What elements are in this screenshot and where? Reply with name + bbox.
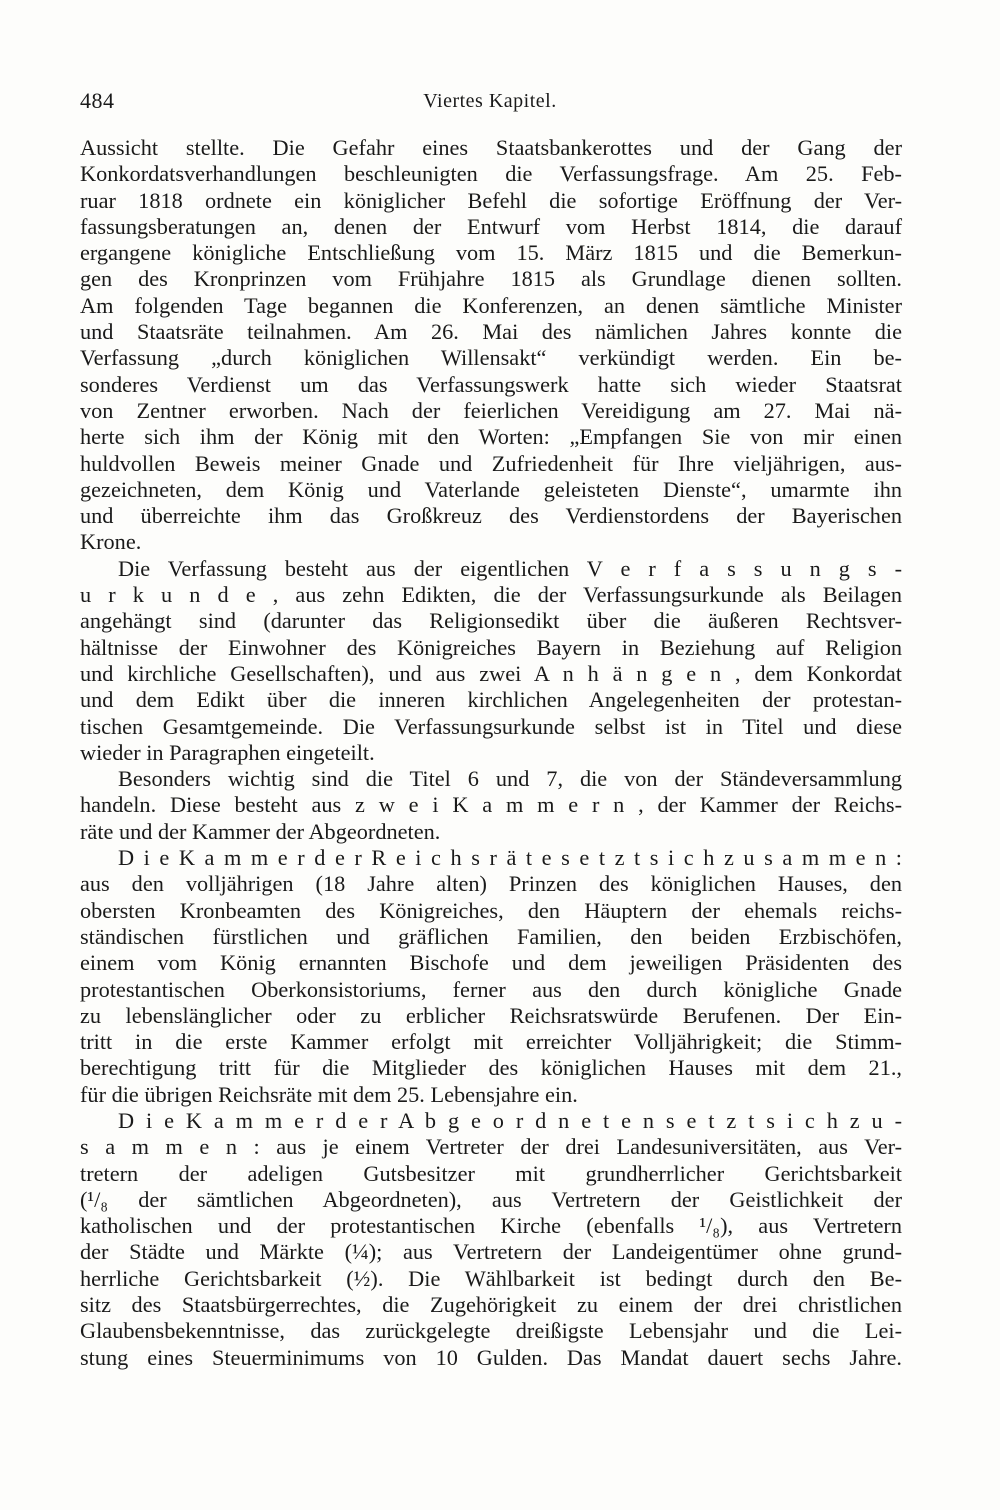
text-line: s a m m e n : aus je einem Vertreter der drei Landesuniversitäten, aus Ver-: [80, 1134, 902, 1160]
text-line: (¹/₈ der sämtlichen Abgeordneten), aus Vertretern der Geistlichkeit der: [80, 1186, 902, 1212]
text-line: Aussicht stellte. Die Gefahr eines Staatsbankerottes und der Gang der: [80, 135, 902, 160]
text-line: stung eines Steuerminimums von 10 Gulden. Das Mandat dauert sechs Jahre.: [80, 1344, 902, 1370]
text-line: Die Verfassung besteht aus der eigentlichen V e r f a s s u n g s -: [118, 555, 902, 581]
text-line: gen des Kronprinzen vom Frühjahre 1815 als Grundlage dienen sollten.: [80, 266, 902, 292]
text-line: zu lebenslänglicher oder zu erblicher Reichsratswürde Berufenen. Der Ein-: [80, 1002, 902, 1028]
text-line: und Staatsräte teilnahmen. Am 26. Mai des nämlichen Jahres konnte die: [80, 319, 902, 345]
text-line: von Zentner erworben. Nach der feierlichen Vereidigung am 27. Mai nä-: [80, 397, 902, 423]
text-line: katholischen und der protestantischen Kirche (ebenfalls ¹/₈), aus Vertretern: [80, 1213, 902, 1239]
page-header: [80, 88, 900, 118]
text-line: und überreichte ihm das Großkreuz des Verdienstordens der Bayerischen: [80, 503, 902, 529]
body-text: [80, 135, 902, 1371]
text-line: für die übrigen Reichsräte mit dem 25. Lebensjahre ein.: [80, 1081, 578, 1107]
text-line: Verfassung „durch königlichen Willensakt“ verkündigt werden. Ein be-: [80, 345, 902, 371]
text-line: herte sich ihm der König mit den Worten: „Empfangen Sie von mir einen: [80, 424, 902, 450]
text-line: der Städte und Märkte (¼); aus Vertretern der Landeigentümer ohne grund-: [80, 1239, 902, 1265]
text-line: und dem Edikt über die inneren kirchlichen Angelegenheiten der protestan-: [80, 687, 902, 713]
text-line: tischen Gesamtgemeinde. Die Verfassungsurkunde selbst ist in Titel und diese: [80, 713, 902, 739]
text-line: angehängt sind (darunter das Religionsedikt über die äußeren Rechtsver-: [80, 608, 902, 634]
text-line: huldvollen Beweis meiner Gnade und Zufriedenheit für Ihre vieljährigen, aus-: [80, 450, 902, 476]
text-line: ständischen fürstlichen und gräflichen Familien, den beiden Erzbischöfen,: [80, 923, 902, 949]
text-line: gezeichneten, dem König und Vaterlande geleisteten Dienste“, umarmte ihn: [80, 476, 902, 502]
text-line: einem vom König ernannten Bischofe und dem jeweiligen Präsidenten des: [80, 950, 902, 976]
text-line: Krone.: [80, 529, 142, 555]
text-line: fassungsberatungen an, denen der Entwurf vom Herbst 1814, die darauf: [80, 213, 902, 239]
text-line: berechtigung tritt für die Mitglieder des königlichen Hauses mit dem 21.,: [80, 1055, 902, 1081]
text-line: u r k u n d e , aus zehn Edikten, die der Verfassungsurkunde als Beilagen: [80, 582, 902, 608]
text-line: Konkordatsverhandlungen beschleunigten die Verfassungsfrage. Am 25. Feb-: [80, 161, 902, 187]
text-line: Am folgenden Tage begannen die Konferenzen, an denen sämtliche Minister: [80, 292, 902, 318]
text-line: und kirchliche Gesellschaften), und aus zwei A n h ä n g e n , dem Konkordat: [80, 660, 902, 686]
text-line: D i e K a m m e r d e r A b g e o r d n e t e n s e t z t s i c h z u -: [118, 1107, 902, 1133]
text-line: tretern der adeligen Gutsbesitzer mit grundherrlicher Gerichtsbarkeit: [80, 1160, 902, 1186]
text-line: herrliche Gerichtsbarkeit (½). Die Wählbarkeit ist bedingt durch den Be-: [80, 1265, 902, 1291]
text-line: handeln. Diese besteht aus z w e i K a m m e r n , der Kammer der Reichs-: [80, 792, 902, 818]
text-line: sonderes Verdienst um das Verfassungswerk hatte sich wieder Staatsrat: [80, 371, 902, 397]
text-line: hältnisse der Einwohner des Königreiches Bayern in Beziehung auf Religion: [80, 634, 902, 660]
running-head: Viertes Kapitel.: [423, 90, 557, 112]
text-line: sitz des Staatsbürgerrechtes, die Zugehörigkeit zu einem der drei christlichen: [80, 1292, 902, 1318]
text-line: wieder in Paragraphen eingeteilt.: [80, 739, 375, 765]
text-line: tritt in die erste Kammer erfolgt mit erreichter Volljährigkeit; die Stimm-: [80, 1029, 902, 1055]
text-line: ruar 1818 ordnete ein königlicher Befehl die sofortige Eröffnung der Ver-: [80, 187, 902, 213]
text-line: D i e K a m m e r d e r R e i c h s r ä t e s e t z t s i c h z u s a m m e n :: [118, 845, 902, 871]
text-line: Glaubensbekenntnisse, das zurückgelegte dreißigste Lebensjahr und die Lei-: [80, 1318, 902, 1344]
page-number: 484: [80, 88, 115, 113]
text-line: aus den volljährigen (18 Jahre alten) Prinzen des königlichen Hauses, den: [80, 871, 902, 897]
text-line: obersten Kronbeamten des Königreiches, den Häuptern der ehemals reichs-: [80, 897, 902, 923]
text-line: ergangene königliche Entschließung vom 15. März 1815 und die Bemerkun-: [80, 240, 902, 266]
text-line: Besonders wichtig sind die Titel 6 und 7, die von der Ständeversammlung: [118, 766, 902, 792]
text-line: protestantischen Oberkonsistoriums, ferner aus den durch königliche Gnade: [80, 976, 902, 1002]
text-line: räte und der Kammer der Abgeordneten.: [80, 818, 441, 844]
